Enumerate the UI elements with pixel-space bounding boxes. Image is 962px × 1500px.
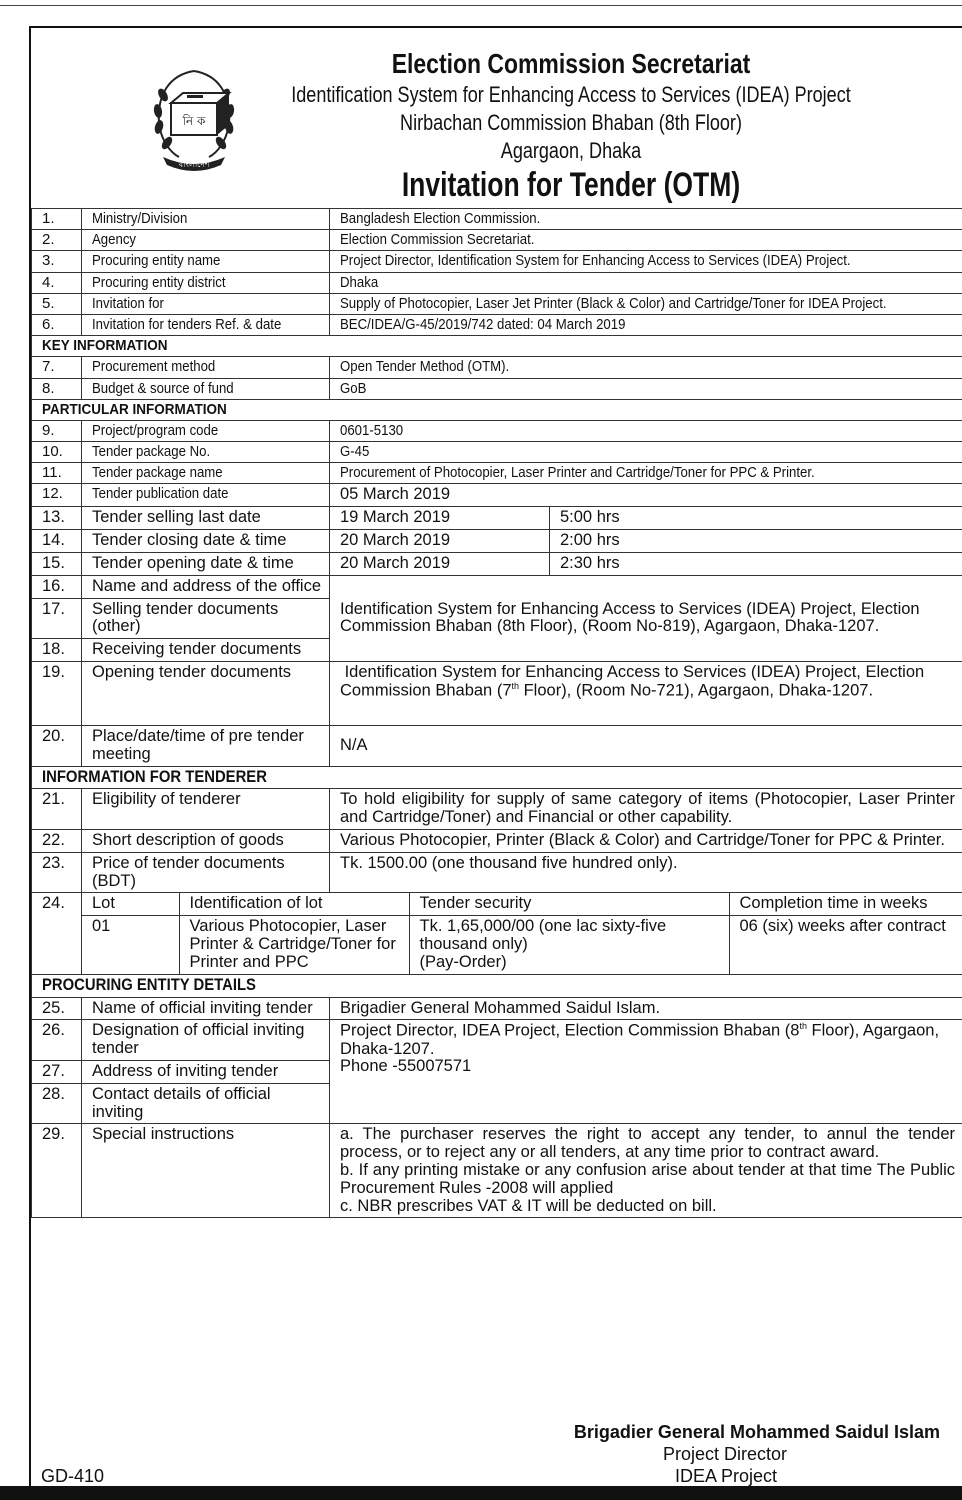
row-value: Various Photocopier, Printer (Black & Color) and Cartridge/Toner for PPC & Printer.	[330, 830, 962, 853]
row-number: 12.	[32, 484, 82, 507]
table-row	[32, 251, 962, 272]
signatory-project: IDEA Project	[675, 1466, 778, 1486]
notice-code: GD-410	[41, 1466, 105, 1486]
row-label: Tender closing date & time	[82, 530, 330, 553]
org-title: Election Commission Secretariat	[391, 48, 751, 79]
row-number: 25.	[32, 997, 82, 1020]
row-time: 5:00 hrs	[550, 507, 962, 530]
row-label: Opening tender documents	[82, 661, 330, 725]
row-value: 19 March 2019	[330, 507, 550, 530]
row-value: 0601-5130	[340, 421, 404, 439]
section-header	[32, 974, 962, 997]
table-row	[32, 230, 962, 251]
table-row	[32, 530, 962, 553]
ordinal-suffix: th	[511, 680, 520, 691]
row-number: 1.	[32, 209, 82, 230]
row-number: 19.	[32, 661, 82, 725]
row-label: Name of official inviting tender	[82, 997, 330, 1020]
row-number: 3.	[32, 251, 82, 272]
row-label: Short description of goods	[82, 830, 330, 853]
table-row	[32, 575, 962, 598]
lot-security: Tk. 1,65,000/00 (one lac sixty-five thousand only) (Pay-Order)	[409, 916, 729, 974]
row-value: BEC/IDEA/G-45/2019/742 dated: 04 March 2019	[340, 315, 626, 333]
row-label: Eligibility of tenderer	[82, 789, 330, 830]
lot-header: Lot	[82, 893, 179, 915]
row-label: Special instructions	[82, 1124, 330, 1218]
row-label: Address of inviting tender	[82, 1060, 330, 1083]
table-row	[32, 893, 962, 974]
row-label: Invitation for	[92, 294, 164, 312]
table-row	[32, 209, 962, 230]
row-number: 27.	[32, 1060, 82, 1083]
signatory-designation: Project Director	[663, 1444, 788, 1464]
table-row	[32, 357, 962, 378]
row-label: Selling tender documents (other)	[82, 598, 330, 639]
section-header	[32, 766, 962, 789]
row-label: Procuring entity district	[92, 273, 226, 291]
row-value: Bangladesh Election Commission.	[340, 210, 541, 227]
row-label: Designation of official inviting tender	[82, 1020, 330, 1061]
table-row	[32, 420, 962, 441]
table-row	[32, 552, 962, 575]
row-number: 26.	[32, 1020, 82, 1061]
row-number: 21.	[32, 789, 82, 830]
row-number: 23.	[32, 852, 82, 893]
notice-header	[31, 28, 962, 208]
row-number: 29.	[32, 1124, 82, 1218]
table-row	[32, 1020, 962, 1061]
designation-part: Floor), Agargaon, Dhaka-1207.	[340, 1021, 940, 1058]
row-number: 18.	[32, 639, 82, 662]
section-header	[32, 336, 962, 357]
row-number: 11.	[32, 463, 82, 484]
row-label: Tender package name	[92, 464, 223, 482]
special-instructions	[330, 1124, 962, 1218]
row-label: Budget & source of fund	[92, 379, 234, 397]
page-title: Invitation for Tender (OTM)	[401, 166, 741, 204]
top-rule	[0, 5, 962, 6]
row-label: Contact details of official inviting	[82, 1083, 330, 1124]
row-label: Agency	[92, 231, 137, 249]
bottom-bar	[0, 1486, 962, 1500]
section-procuring-entity-details: PROCURING ENTITY DETAILS	[42, 975, 256, 994]
row-number: 24.	[32, 893, 82, 974]
signature-block	[31, 1420, 962, 1490]
address-line-1: Nirbachan Commission Bhaban (8th Floor)	[400, 110, 742, 135]
lot-header: Completion time in weeks	[729, 893, 962, 915]
row-value: Procurement of Photocopier, Laser Printer and Cartridge/Toner for PPC & Printer.	[340, 464, 815, 482]
row-label: Tender selling last date	[82, 507, 330, 530]
instruction-a: a. The purchaser reserves the right to accept any tender, to annul the tender process, or to reject any or all tenders, at any time prior to contract award.	[340, 1125, 955, 1162]
table-row	[32, 830, 962, 853]
table-row	[32, 272, 962, 293]
row-label: Ministry/Division	[92, 210, 188, 227]
row-value: Supply of Photocopier, Laser Jet Printer (Black & Color) and Cartridge/Toner for IDEA Project.	[340, 294, 887, 312]
row-value: Brigadier General Mohammed Saidul Islam.	[330, 997, 962, 1020]
row-label: Tender publication date	[92, 485, 229, 503]
section-header	[32, 399, 962, 420]
lot-number: 01	[82, 916, 179, 974]
address-line-2: Agargaon, Dhaka	[500, 138, 642, 163]
table-row	[32, 378, 962, 399]
row-label: Name and address of the office	[82, 575, 330, 598]
office-address: Identification System for Enhancing Access to Services (IDEA) Project, Election Commission Bhaban (8th Floor), (Room No-819), Agargaon, Dhaka-1207.	[330, 575, 962, 661]
row-number: 22.	[32, 830, 82, 853]
opening-address-part: Identification System for Enhancing Access to Services (IDEA) Project, Election Commission Bhaban (7	[340, 662, 925, 700]
opening-address	[330, 661, 962, 725]
row-number: 15.	[32, 552, 82, 575]
row-value: 20 March 2019	[330, 552, 550, 575]
section-particular-information: PARTICULAR INFORMATION	[42, 400, 227, 418]
row-number: 28.	[32, 1083, 82, 1124]
row-number: 20.	[32, 725, 82, 766]
row-label: Place/date/time of pre tender meeting	[82, 725, 330, 766]
section-information-for-tenderer: INFORMATION FOR TENDERER	[42, 767, 267, 786]
designation-address	[330, 1020, 962, 1124]
signatory-name: Brigadier General Mohammed Saidul Islam	[573, 1422, 940, 1442]
row-number: 14.	[32, 530, 82, 553]
row-value: G-45	[340, 443, 370, 461]
instruction-b: b. If any printing mistake or any confusion arise about tender at that time The Public Procurement Rules -2008 will applied	[340, 1161, 955, 1197]
table-row	[32, 293, 962, 314]
seal-text-bottom: বাংলাদেশ	[178, 160, 210, 169]
table-row	[32, 725, 962, 766]
row-number: 2.	[32, 230, 82, 251]
seal-text-top: নি ক	[182, 114, 206, 128]
row-time: 2:00 hrs	[550, 530, 962, 553]
row-number: 17.	[32, 598, 82, 639]
table-row	[32, 314, 962, 335]
lot-table	[82, 893, 962, 973]
row-time: 2:30 hrs	[550, 552, 962, 575]
lot-row	[82, 916, 962, 974]
lot-header: Identification of lot	[179, 893, 409, 915]
lot-completion: 06 (six) weeks after contract	[729, 916, 962, 974]
row-value: N/A	[330, 725, 962, 766]
row-value: Project Director, Identification System for Enhancing Access to Services (IDEA) Project.	[340, 252, 851, 270]
row-value: To hold eligibility for supply of same category of items (Photocopier, Laser Printer and Cartridge/Toner) and Financial or other capability.	[330, 789, 962, 830]
lot-header: Tender security	[409, 893, 729, 915]
row-number: 13.	[32, 507, 82, 530]
row-value: Dhaka	[340, 273, 379, 291]
instruction-c: c. NBR prescribes VAT & IT will be deducted on bill.	[340, 1196, 717, 1215]
table-row	[32, 463, 962, 484]
row-value: Election Commission Secretariat.	[340, 231, 535, 249]
lot-identification: Various Photocopier, Laser Printer & Cartridge/Toner for Printer and PPC	[179, 916, 409, 974]
row-number: 4.	[32, 272, 82, 293]
table-row	[32, 1124, 962, 1218]
row-number: 7.	[32, 357, 82, 378]
opening-address-part: Floor), (Room No-721), Agargaon, Dhaka-1207.	[519, 681, 874, 700]
phone-number: Phone -55007571	[340, 1057, 472, 1076]
row-label: Tender package No.	[92, 443, 211, 461]
row-number: 10.	[32, 442, 82, 463]
table-row	[32, 852, 962, 893]
row-value: Tk. 1500.00 (one thousand five hundred only).	[330, 852, 962, 893]
tender-notice	[29, 26, 962, 1488]
row-label: Procuring entity name	[92, 252, 221, 270]
project-name: Identification System for Enhancing Access to Services (IDEA) Project	[291, 82, 851, 107]
table-row	[32, 661, 962, 725]
table-row	[32, 507, 962, 530]
row-number: 5.	[32, 293, 82, 314]
ordinal-suffix: th	[799, 1021, 807, 1032]
row-label: Invitation for tenders Ref. & date	[92, 315, 282, 333]
table-row	[32, 789, 962, 830]
row-number: 16.	[32, 575, 82, 598]
row-label: Receiving tender documents	[82, 639, 330, 662]
row-label: Price of tender documents (BDT)	[82, 852, 330, 893]
row-value: Open Tender Method (OTM).	[340, 358, 510, 376]
row-value: 05 March 2019	[330, 484, 962, 507]
tender-table	[31, 208, 962, 1218]
lot-header-row	[82, 893, 962, 915]
row-number: 9.	[32, 420, 82, 441]
row-value: 20 March 2019	[330, 530, 550, 553]
row-number: 8.	[32, 378, 82, 399]
section-key-information: KEY INFORMATION	[42, 337, 168, 355]
table-row	[32, 997, 962, 1020]
row-label: Project/program code	[92, 421, 219, 439]
table-row	[32, 484, 962, 507]
row-label: Tender opening date & time	[82, 552, 330, 575]
row-value: GoB	[340, 379, 367, 397]
row-label: Procurement method	[92, 358, 216, 376]
row-number: 6.	[32, 314, 82, 335]
lot-cell	[82, 893, 962, 974]
designation-part: Project Director, IDEA Project, Election Commission Bhaban (8	[340, 1021, 800, 1040]
table-row	[32, 442, 962, 463]
